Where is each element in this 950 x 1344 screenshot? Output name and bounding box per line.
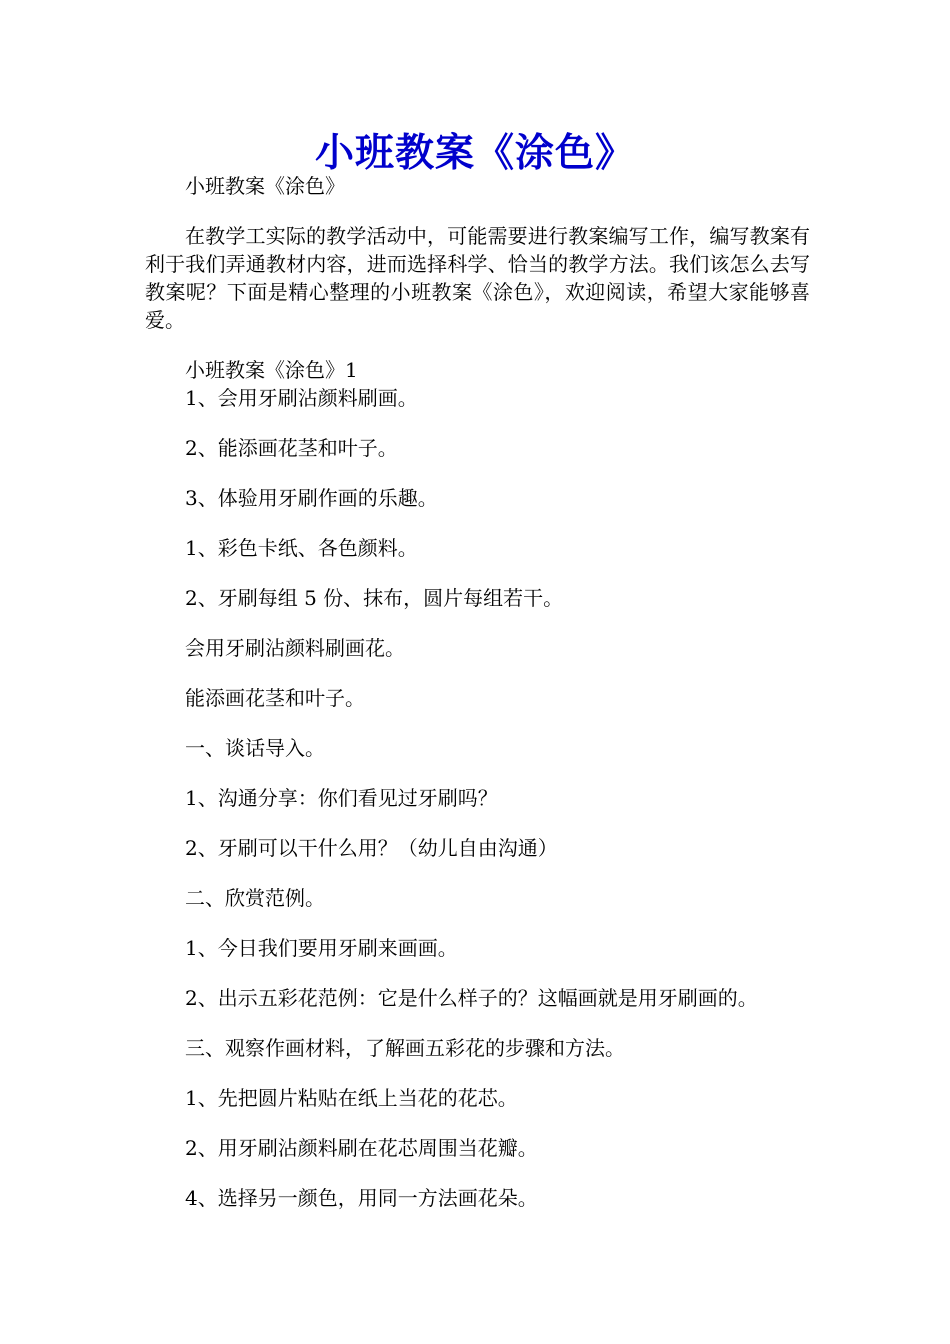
paragraph: 2、用牙刷沾颜料刷在花芯周围当花瓣。 [185, 1136, 538, 1160]
document-title: 小班教案《涂色》 [314, 130, 635, 176]
paragraph: 能添画花茎和叶子。 [185, 686, 365, 710]
paragraph: 1、今日我们要用牙刷来画画。 [185, 936, 458, 960]
document-body [145, 172, 810, 1234]
paragraph: 2、牙刷可以干什么用？（幼儿自由沟通） [185, 836, 558, 860]
paragraph: 三、观察作画材料，了解画五彩花的步骤和方法。 [185, 1036, 625, 1060]
paragraph: 会用牙刷沾颜料刷画花。 [185, 636, 405, 660]
paragraph: 一、谈话导入。 [185, 736, 325, 760]
paragraph: 2、能添画花茎和叶子。 [185, 436, 398, 460]
paragraph: 2、牙刷每组 5 份、抹布，圆片每组若干。 [185, 586, 564, 610]
paragraph: 2、出示五彩花范例：它是什么样子的？这幅画就是用牙刷画的。 [185, 986, 758, 1010]
paragraph: 1、彩色卡纸、各色颜料。 [185, 536, 418, 560]
paragraph: 二、欣赏范例。 [185, 886, 325, 910]
paragraph: 1、先把圆片粘贴在纸上当花的花芯。 [185, 1086, 518, 1110]
paragraph: 1、会用牙刷沾颜料刷画。 [185, 386, 418, 410]
intro-paragraph: 在教学工实际的教学活动中，可能需要进行教案编写工作，编写教案有利于我们弄通教材内容，进而选择科学、恰当的教学方法。我们该怎么去写教案呢？下面是精心整理的小班教案《涂色》，欢迎阅读，希望大家能够喜爱。 [145, 224, 810, 332]
section-heading: 小班教案《涂色》1 [185, 358, 358, 382]
paragraph: 4、选择另一颜色，用同一方法画花朵。 [185, 1186, 538, 1210]
document-subtitle: 小班教案《涂色》 [185, 174, 345, 198]
paragraph: 3、体验用牙刷作画的乐趣。 [185, 486, 438, 510]
paragraph: 1、沟通分享：你们看见过牙刷吗？ [185, 786, 498, 810]
